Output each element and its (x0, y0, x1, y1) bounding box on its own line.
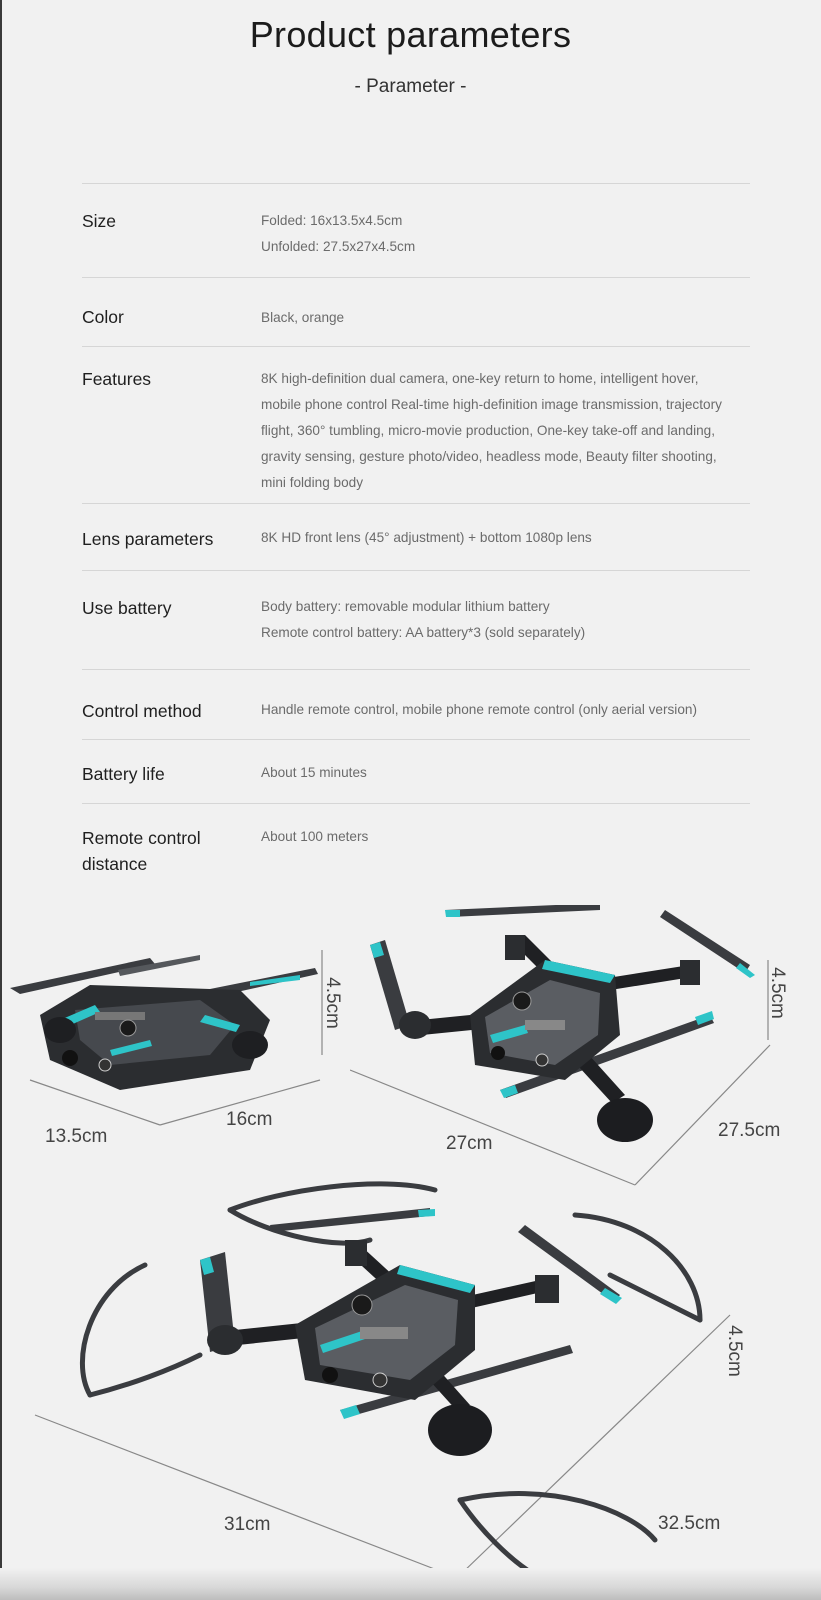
unfolded-drone-image (350, 905, 810, 1195)
param-value-distance (261, 824, 781, 850)
page-left-border (0, 0, 2, 1600)
unfolded-width-label: 27.5cm (718, 1120, 781, 1141)
param-label-lens: Lens parameters (82, 529, 214, 549)
divider (82, 277, 750, 278)
param-value-line: Remote control battery: AA battery*3 (sold separately) (261, 625, 586, 640)
param-value-line: Body battery: removable modular lithium battery (261, 599, 550, 614)
param-value-line: mobile phone control Real-time high-definition image transmission, trajectory (261, 397, 722, 412)
param-label-size: Size (82, 211, 117, 231)
folded-length-label: 16cm (226, 1109, 273, 1130)
param-value-features (261, 366, 781, 496)
param-value-line: Folded: 16x13.5x4.5cm (261, 213, 403, 228)
param-value-line: 8K high-definition dual camera, one-key return to home, intelligent hover, (261, 371, 699, 386)
param-value-control (261, 697, 781, 723)
param-value-line: Black, orange (261, 310, 345, 325)
divider (82, 503, 750, 504)
folded-height-label: 4.5cm (321, 977, 343, 1029)
param-value-line: flight, 360° tumbling, micro-movie production, One-key take-off and landing, (261, 423, 716, 438)
bottom-shadow-bar (0, 1568, 821, 1600)
divider (82, 669, 750, 670)
param-value-battery-life (261, 760, 781, 786)
page-subtitle: - Parameter - (354, 76, 467, 97)
folded-width-label: 13.5cm (45, 1126, 108, 1147)
param-label-features: Features (82, 369, 152, 389)
param-value-line: Unfolded: 27.5x27x4.5cm (261, 239, 416, 254)
divider (82, 346, 750, 347)
param-value-size (261, 208, 781, 260)
param-label-battery-life: Battery life (82, 764, 165, 784)
divider (82, 570, 750, 571)
guarded-length-label: 31cm (224, 1514, 271, 1535)
param-label-color: Color (82, 307, 124, 327)
param-value-battery (261, 594, 781, 646)
param-value-lens (261, 525, 781, 551)
param-value-line: 8K HD front lens (45° adjustment) + bottom 1080p lens (261, 530, 592, 545)
divider (82, 183, 750, 184)
divider (82, 739, 750, 740)
param-label-distance: Remote control distance (82, 828, 201, 874)
param-value-line: mini folding body (261, 475, 364, 490)
param-label-battery: Use battery (82, 598, 172, 618)
param-value-line: gravity sensing, gesture photo/video, headless mode, Beauty filter shooting, (261, 449, 717, 464)
guarded-width-label: 32.5cm (658, 1513, 721, 1534)
unfolded-length-label: 27cm (446, 1133, 493, 1154)
param-value-line: Handle remote control, mobile phone remote control (only aerial version) (261, 702, 697, 717)
divider (82, 803, 750, 804)
param-label-control: Control method (82, 701, 202, 721)
param-value-line: About 100 meters (261, 829, 369, 844)
param-value-line: About 15 minutes (261, 765, 367, 780)
page-title: Product parameters (249, 14, 572, 55)
unfolded-height-label: 4.5cm (766, 967, 788, 1019)
param-value-color (261, 305, 781, 331)
guarded-height-label: 4.5cm (723, 1325, 745, 1377)
